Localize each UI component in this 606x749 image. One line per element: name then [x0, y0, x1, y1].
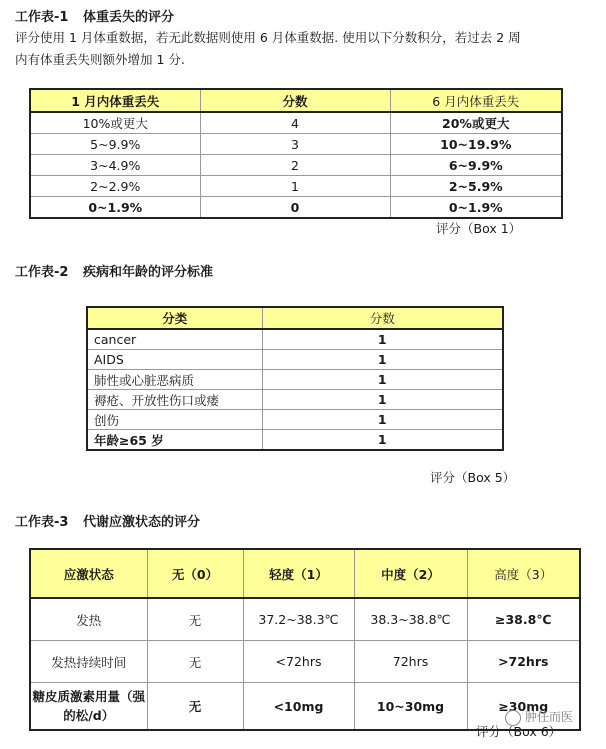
table-cell: 1	[262, 329, 503, 350]
box5-caption: 评分（Box 5）	[430, 470, 516, 485]
table-row	[30, 197, 562, 219]
section2-title: 疾病和年龄的评分标准	[83, 265, 214, 280]
table-cell: 6~9.9%	[390, 155, 562, 176]
table-cell: 10~19.9%	[390, 134, 562, 155]
section2-number: 工作表-2	[15, 265, 69, 280]
wechat-logo-icon	[505, 710, 521, 726]
box6-caption: 评分（Box 6）	[476, 724, 562, 739]
section3-number: 工作表-3	[15, 515, 69, 530]
section2-heading	[15, 261, 213, 280]
column-header: 高度（3）	[467, 549, 580, 598]
column-header: 1 月内体重丢失	[30, 89, 200, 112]
table-cell: 发热	[30, 598, 147, 641]
table-row	[30, 155, 562, 176]
table-cell: 1	[262, 370, 503, 390]
column-header: 无（0）	[147, 549, 243, 598]
table-cell: 10~30mg	[354, 683, 467, 731]
table-cell: 肺性或心脏恶病质	[87, 370, 262, 390]
table-row	[87, 410, 503, 430]
table-cell: 无	[147, 641, 243, 683]
table-cell: 5~9.9%	[30, 134, 200, 155]
table-cell: 0	[200, 197, 390, 219]
table-cell: 发热持续时间	[30, 641, 147, 683]
table-cell: <10mg	[243, 683, 354, 731]
table-cell: 1	[262, 430, 503, 451]
table-cell: 褥疮、开放性伤口或瘘	[87, 390, 262, 410]
table-cell: 无	[147, 683, 243, 731]
section3-title: 代谢应激状态的评分	[83, 515, 201, 530]
table-header-row	[87, 307, 503, 329]
section3-heading	[15, 511, 200, 530]
table-cell: 0~1.9%	[390, 197, 562, 219]
weight-loss-table	[29, 88, 563, 219]
table-row	[87, 329, 503, 350]
table-cell: 37.2~38.3℃	[243, 598, 354, 641]
table-cell: 1	[200, 176, 390, 197]
table-cell: 创伤	[87, 410, 262, 430]
table-cell: 年龄≥65 岁	[87, 430, 262, 451]
table-row	[87, 430, 503, 451]
watermark	[505, 708, 573, 726]
section1-paragraph-line2: 内有体重丢失则额外增加 1 分.	[15, 52, 185, 67]
table-cell: 2	[200, 155, 390, 176]
column-header: 分数	[200, 89, 390, 112]
table-cell: 糖皮质激素用量（强的松/d）	[30, 683, 147, 731]
table-cell: 3	[200, 134, 390, 155]
table-cell: 20%或更大	[390, 112, 562, 134]
section1-number: 工作表-1	[15, 10, 69, 25]
section1-title: 体重丢失的评分	[83, 10, 175, 25]
section1-paragraph-line1: 评分使用 1 月体重数据，若无此数据则使用 6 月体重数据. 使用以下分数积分，若过去 2 周	[15, 30, 521, 45]
table-cell: 无	[147, 598, 243, 641]
table-row	[87, 390, 503, 410]
table-cell: 3~4.9%	[30, 155, 200, 176]
column-header: 6 月内体重丢失	[390, 89, 562, 112]
table-cell: ≥38.8℃	[467, 598, 580, 641]
column-header: 分数	[262, 307, 503, 329]
watermark-text: 肿任而医	[525, 710, 574, 724]
table-cell: 2~2.9%	[30, 176, 200, 197]
table-header-row	[30, 549, 580, 598]
table-row	[30, 112, 562, 134]
table-row	[30, 641, 580, 683]
table-cell: 38.3~38.8℃	[354, 598, 467, 641]
column-header: 轻度（1）	[243, 549, 354, 598]
column-header: 应激状态	[30, 549, 147, 598]
disease-age-table	[86, 306, 504, 451]
box1-caption: 评分（Box 1）	[436, 221, 522, 236]
column-header: 中度（2）	[354, 549, 467, 598]
table-cell: 1	[262, 410, 503, 430]
column-header: 分类	[87, 307, 262, 329]
table-cell: 0~1.9%	[30, 197, 200, 219]
table-cell: AIDS	[87, 350, 262, 370]
table-row	[30, 598, 580, 641]
table-cell: ≥30mg	[467, 683, 580, 731]
table-cell: 1	[262, 390, 503, 410]
table-header-row	[30, 89, 562, 112]
table-cell: <72hrs	[243, 641, 354, 683]
table-cell: 10%或更大	[30, 112, 200, 134]
table-row	[87, 350, 503, 370]
stress-state-table	[29, 548, 581, 731]
table-cell: 4	[200, 112, 390, 134]
table-cell: 2~5.9%	[390, 176, 562, 197]
table-cell: cancer	[87, 329, 262, 350]
table-cell: >72hrs	[467, 641, 580, 683]
table-cell: 72hrs	[354, 641, 467, 683]
table-row	[30, 134, 562, 155]
section1-heading	[15, 6, 174, 25]
table-cell: 1	[262, 350, 503, 370]
table-row	[30, 176, 562, 197]
table-row	[87, 370, 503, 390]
